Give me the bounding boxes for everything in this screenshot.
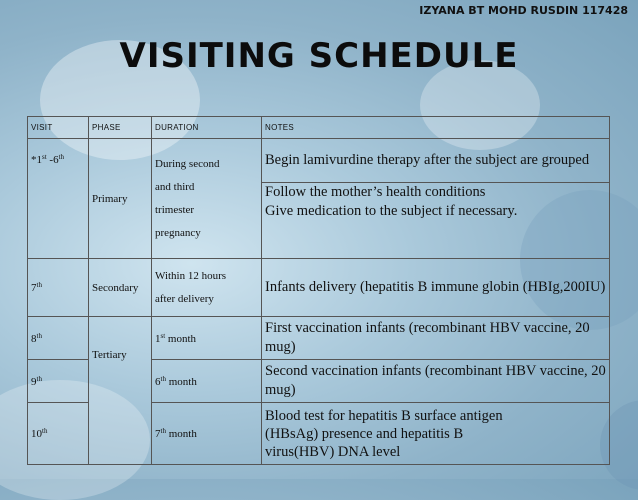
table-row (28, 317, 610, 360)
column-header-visit: VISIT (28, 117, 89, 139)
notes-cell: Blood test for hepatitis B surface antigen (HBsAg) presence and hepatitis B virus(HBV) DNA level (262, 403, 610, 465)
author-label: IZYANA BT MOHD RUSDIN 117428 (419, 4, 628, 17)
visit-cell: 7th (28, 259, 89, 317)
visiting-schedule-table (27, 116, 610, 465)
column-header-phase: PHASE (89, 117, 152, 139)
phase-cell: Tertiary (89, 317, 152, 465)
table-header-row (28, 117, 610, 139)
duration-cell: 6th month (152, 360, 262, 403)
visit-cell: 8th (28, 317, 89, 360)
duration-cell: 1st month (152, 317, 262, 360)
table-row (28, 259, 610, 317)
table-row (28, 139, 610, 183)
notes-cell: Follow the mother’s health conditions Give medication to the subject if necessary. (262, 183, 610, 259)
duration-cell: Within 12 hours after delivery (152, 259, 262, 317)
visit-cell: 10th (28, 403, 89, 465)
column-header-notes: NOTES (262, 117, 610, 139)
column-header-duration: DURATION (152, 117, 262, 139)
notes-cell: Begin lamivurdine therapy after the subject are grouped (262, 139, 610, 183)
phase-cell: Secondary (89, 259, 152, 317)
notes-cell: Infants delivery (hepatitis B immune globin (HBIg,200IU) (262, 259, 610, 317)
phase-cell: Primary (89, 139, 152, 259)
duration-cell: 7th month (152, 403, 262, 465)
notes-cell: Second vaccination infants (recombinant HBV vaccine, 20 mug) (262, 360, 610, 403)
notes-cell: First vaccination infants (recombinant HBV vaccine, 20 mug) (262, 317, 610, 360)
visit-cell: 9th (28, 360, 89, 403)
duration-cell: During second and third trimester pregnancy (152, 139, 262, 259)
slide-title: VISITING SCHEDULE (119, 36, 519, 76)
visit-cell: *1st -6th (28, 139, 89, 259)
